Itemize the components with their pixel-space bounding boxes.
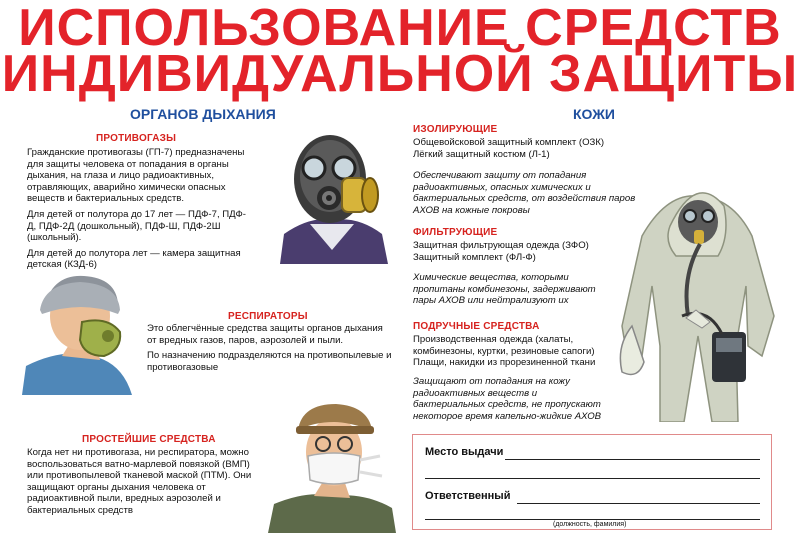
improvised-items xyxy=(413,334,611,373)
issue-info-form xyxy=(412,434,772,530)
improvised-item-2: Плащи, накидки из прорезиненной ткани xyxy=(413,357,596,369)
simple-means-para-1: Когда нет ни противогаза, ни респиратора, можно воспользоваться ватно-марлевой повязкой (ВМП) или противопылевой тканевой маской (ПТМ). Они защищают органы дыхания человека от радиоактивной пыли, вредных аэрозолей и бактериальных средств xyxy=(27,447,252,516)
place-of-issue-label: Место выдачи xyxy=(425,446,504,458)
poster-title-line1: ИСПОЛЬЗОВАНИЕ СРЕДСТВ xyxy=(18,0,782,57)
simple-means-text xyxy=(27,447,267,521)
filtering-heading: ФИЛЬТРУЮЩИЕ xyxy=(413,227,498,238)
isolating-heading: ИЗОЛИРУЮЩИЕ xyxy=(413,124,498,135)
respirators-heading: РЕСПИРАТОРЫ xyxy=(228,311,308,322)
gauze-bandage-person-illustration xyxy=(268,400,396,533)
filtering-item-1: Защитная фильтрующая одежда (ЗФО) xyxy=(413,240,589,251)
gas-masks-para-1: Гражданские противогазы (ГП-7) предназначены для защиты человека от попадания в органы дыхания, на глаза и лицо радиоактивных, отравляющих, аварийно химически опасных веществ и бактериальных средств. xyxy=(27,147,245,205)
simple-means-heading: ПРОСТЕЙШИЕ СРЕДСТВА xyxy=(82,434,216,445)
respirators-para-2: По назначению подразделяются на противопылевые и противогазовые xyxy=(147,350,392,373)
gas-masks-para-3: Для детей до полутора лет — камера защитная детская (КЗД-6) xyxy=(27,247,241,271)
isolating-item-2: Лёгкий защитный костюм (Л-1) xyxy=(413,148,550,160)
place-of-issue-line-1 xyxy=(505,459,760,460)
protective-suit-person-illustration xyxy=(612,166,780,422)
responsible-label: Ответственный xyxy=(425,490,511,502)
respirator-person-illustration xyxy=(22,270,140,395)
gas-masks-para-2: Для детей от полутора до 17 лет — ПДФ-7, ПДФ-Д, ПДФ-2Д (дошкольный), ПДФ-Ш, ПДФ-2Ш (школьный). xyxy=(27,208,246,244)
improvised-heading: ПОДРУЧНЫЕ СРЕДСТВА xyxy=(413,321,540,332)
gas-mask-person-illustration xyxy=(270,124,395,264)
respirators-text xyxy=(147,323,393,377)
skin-heading: КОЖИ xyxy=(573,106,615,122)
gas-masks-heading: ПРОТИВОГАЗЫ xyxy=(96,133,177,144)
isolating-items xyxy=(413,137,663,164)
filtering-item-2: Защитный комплект (ФЛ-Ф) xyxy=(413,251,536,263)
respirators-para-1: Это облегчённые средства защиты органов дыхания от вредных газов, паров, аэрозолей и пыли. xyxy=(147,323,383,346)
improvised-item-1: Производственная одежда (халаты, комбинезоны, куртки, резиновые сапоги) xyxy=(413,334,595,357)
filtering-note: Химические вещества, которыми пропитаны комбинезоны, задерживают пары АХОВ или нейтрализуют их xyxy=(413,272,596,307)
place-of-issue-line-2 xyxy=(425,478,760,479)
isolating-item-1: Общевойсковой защитный комплект (ОЗК) xyxy=(413,137,605,148)
poster-title-line2: ИНДИВИДУАЛЬНОЙ ЗАЩИТЫ xyxy=(1,45,799,103)
respiratory-heading: ОРГАНОВ ДЫХАНИЯ xyxy=(130,106,276,122)
isolating-note: Обеспечивают защиту от попадания радиоактивных, опасных химических и бактериальных средств, от воздействия паров АХОВ на кожные покровы xyxy=(413,170,636,216)
improvised-note: Защищают от попадания на кожу радиоактивных веществ и бактериальных средств, не пропускают некоторое время капельно-жидкие АХОВ xyxy=(413,376,602,422)
position-surname-caption: (должность, фамилия) xyxy=(553,521,627,528)
responsible-line-2 xyxy=(425,519,760,520)
responsible-line-1 xyxy=(517,503,760,504)
gas-masks-text xyxy=(27,147,249,275)
